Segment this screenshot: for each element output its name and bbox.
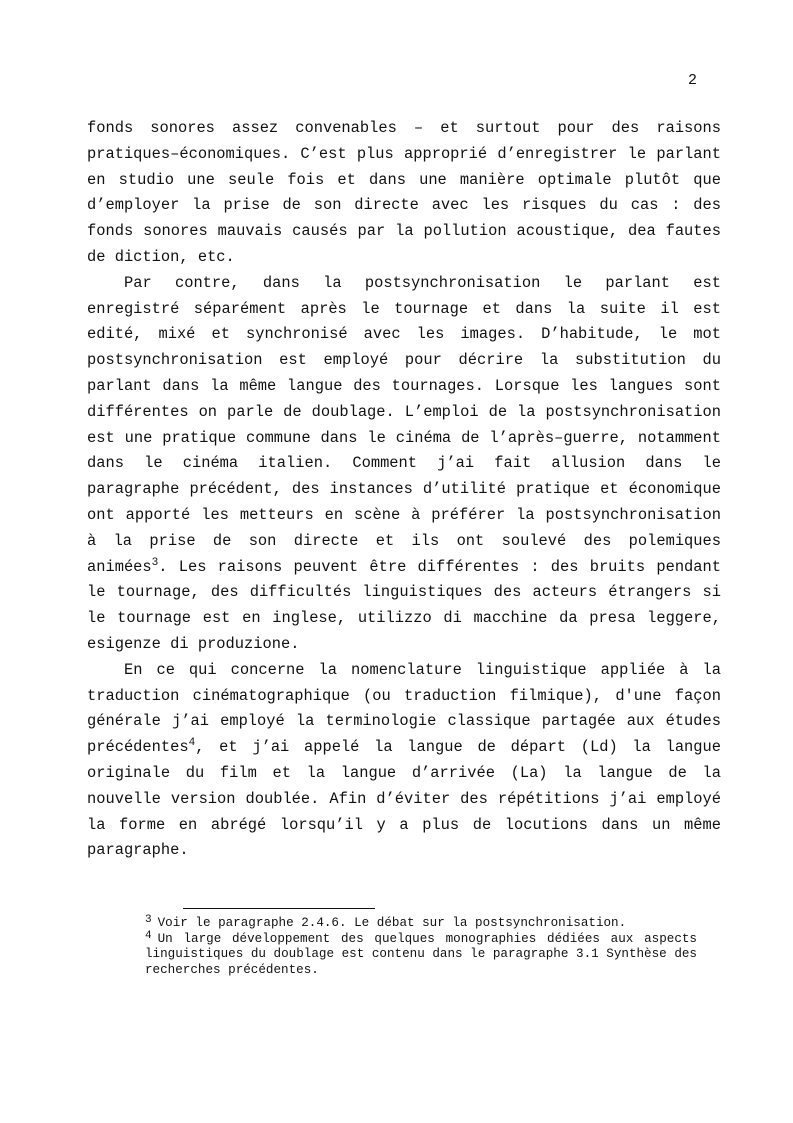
paragraph-3-text-b: , et j’ai appelé la langue de départ (Ld) la langue originale du film et la langue d’arrivée (La) la langue de la nouvelle version doublée. Afin d’éviter des répétitions j’ai employé la forme en abrégé lorsqu’il y a plus de locutions dans un même paragraphe.	[87, 738, 721, 860]
paragraph-2	[87, 271, 721, 658]
page-number: 2	[687, 72, 697, 89]
footnote-4	[145, 929, 697, 979]
paragraph-2-text-a: Par contre, dans la postsynchronisation le parlant est enregistré séparément après le tournage et dans la suite il est edité, mixé et synchronisé avec les images. D’habitude, le mot postsynchronisation est employé pour décrire la substitution du parlant dans la même langue des tournages. Lorsque les langues sont différentes on parle de doublage. L’emploi de la postsynchronisation est une pratique commune dans le cinéma de l’après–guerre, notamment dans le cinéma italien. Comment j’ai fait allusion dans le paragraphe précédent, des instances d’utilité pratique et économique ont apporté les metteurs en scène à préférer la postsynchronisation à la prise de son directe et ils ont soulevé des polemiques animées	[87, 273, 721, 576]
footnote-marker: 4	[145, 929, 152, 942]
footnote-ref-4[interactable]: 4	[188, 737, 196, 750]
body-text	[87, 116, 721, 864]
footnotes	[145, 916, 697, 978]
footnote-text: Voir le paragraphe 2.4.6. Le débat sur la postsynchronisation.	[157, 916, 627, 930]
footnote-marker: 3	[145, 914, 152, 926]
footnote-separator	[183, 908, 375, 909]
footnote-ref-3[interactable]: 3	[151, 556, 159, 569]
paragraph-3-text-a: En ce qui concerne la nomenclature linguistique appliée à la traduction cinématographique (ou traduction filmique), d'une façon générale j’ai employé la terminologie classique partagée aux études précédentes	[87, 660, 721, 757]
paragraph-2-text-b: . Les raisons peuvent être différentes : des bruits pendant le tournage, des difficultés linguistiques des acteurs étrangers si le tournage est en inglese, utilizzo di macchine da presa leggere, esigenze di produzione.	[87, 557, 721, 653]
paragraph-3	[87, 658, 721, 864]
footnote-3	[145, 916, 697, 932]
footnote-text: Un large développement des quelques monographies dédiées aux aspects linguistiques du doublage est contenu dans le paragraphe 3.1 Synthèse des recherches précédentes.	[145, 931, 697, 977]
paragraph-1: fonds sonores assez convenables – et surtout pour des raisons pratiques–économiques. C’est plus approprié d’enregistrer le parlant en studio une seule fois et dans une manière optimale plutôt que d’employer la prise de son directe avec les risques du cas : des fonds sonores mauvais causés par la pollution acoustique, dea fautes de diction, etc.	[87, 119, 721, 266]
